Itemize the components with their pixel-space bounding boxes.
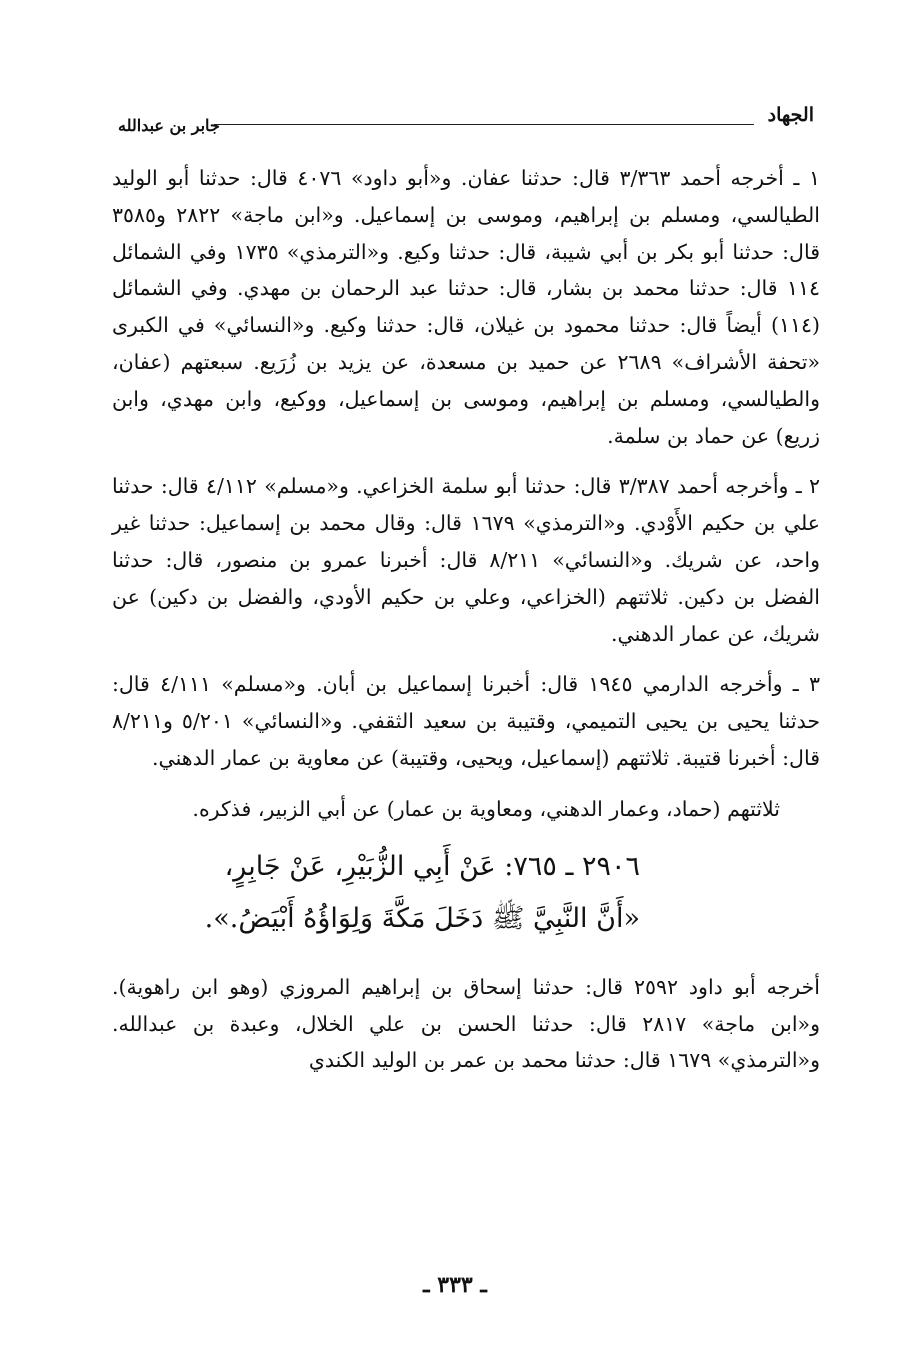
hadith-line-2: «أَنَّ النَّبِيَّ ﷺ دَخَلَ مَكَّةَ وَلِوَاؤُهُ أَبْيَضُ.». (204, 902, 640, 934)
chain-summary: ثلاثتهم (حماد، وعمار الدهني، ومعاوية بن عمار) عن أبي الزبير، فذكره. (192, 796, 780, 821)
body-text (112, 160, 820, 1093)
header-rule (214, 124, 754, 125)
page-number: ـ ٣٣٣ ـ (423, 1272, 487, 1298)
running-header (118, 104, 814, 134)
takhrij-paragraph: أخرجه أبو داود ٢٥٩٢ قال: حدثنا إسحاق بن إبراهيم المروزي (وهو ابن راهوية). و«ابن ماجة» ٢٨١٧ قال: حدثنا الحسن بن علي الخلال، وعبدة بن عبدالله. و«الترمذي» ١٦٧٩ قال: حدثنا محمد بن عمر بن الوليد الكندي (112, 974, 820, 1073)
footnote-2: ٢ ـ وأخرجه أحمد ٣/٣٨٧ قال: حدثنا أبو سلمة الخزاعي. و«مسلم» ٤/١١٢ قال: حدثنا علي بن حكيم الأَوْدي. و«الترمذي» ١٦٧٩ قال: وقال محمد بن إسماعيل: حدثنا غير واحد، عن شريك. و«النسائي» ٨/٢١١ قال: أخبرنا عمرو بن منصور، قال: حدثنا الفضل بن دكين. ثلاثتهم (الخزاعي، وعلي بن حكيم الأودي، والفضل بن دكين) عن شريك، عن عمار الدهني. (112, 474, 821, 646)
hadith-line-1: ٢٩٠٦ ـ ٧٦٥: عَنْ أَبِي الزُّبَيْرِ، عَنْ جَابِرٍ، (224, 850, 640, 882)
footnote-3: ٣ ـ وأخرجه الدارمي ١٩٤٥ قال: أخبرنا إسماعيل بن أبان. و«مسلم» ٤/١١١ قال: حدثنا يحيى بن يحيى التميمي، وقتيبة بن سعيد الثقفي. و«النسائي» ٥/٢٠١ و٨/٢١١ قال: أخبرنا قتيبة. ثلاثتهم (إسماعيل، ويحيى، وقتيبة) عن معاوية بن عمار الدهني. (112, 672, 820, 770)
hadith-text (112, 841, 640, 945)
footnote-1: ١ ـ أخرجه أحمد ٣/٣٦٣ قال: حدثنا عفان. و«أبو داود» ٤٠٧٦ قال: حدثنا أبو الوليد الطيالسي، ومسلم بن إبراهيم، وموسى بن إسماعيل. و«ابن ماجة» ٢٨٢٢ و٣٥٨٥ قال: حدثنا أبو بكر بن أبي شيبة، قال: حدثنا وكيع. و«الترمذي» ١٧٣٥ وفي الشمائل ١١٤ قال: حدثنا محمد بن بشار، قال: حدثنا عبد الرحمان بن مهدي. وفي الشمائل (١١٤) أيضاً قال: حدثنا محمود بن غيلان، قال: حدثنا وكيع. و«النسائي» في الكبرى «تحفة الأشراف» ٢٦٨٩ عن حميد بن مسعدة، عن يزيد بن زُرَيع. سبعتهم (عفان، والطيالسي، ومسلم بن إبراهيم، وموسى بن إسماعيل، ووكيع، وابن مهدي، وابن زريع) عن حماد بن سلمة. (112, 166, 820, 448)
header-subject-title: جابر بن عبدالله (118, 116, 220, 135)
header-section-title: الجهاد (767, 104, 814, 126)
